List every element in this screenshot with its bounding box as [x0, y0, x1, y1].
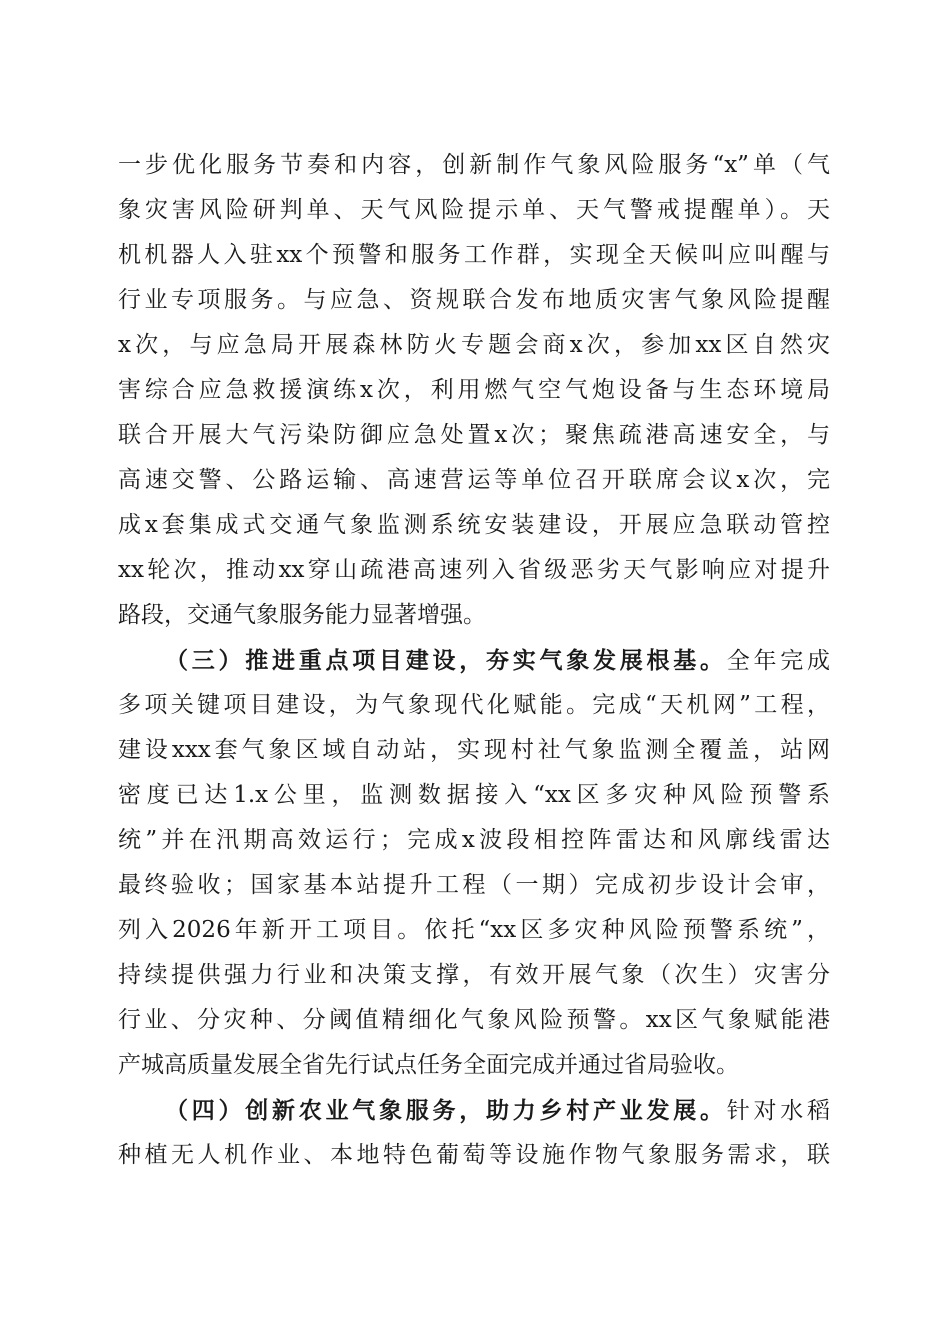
document-page	[118, 143, 830, 1178]
text-line: 害综合应急救援演练x次，利用燃气空气炮设备与生态环境局	[118, 377, 830, 403]
text-line: 持续提供强力行业和决策支撑，有效开展气象（次生）灾害分	[118, 962, 830, 988]
text-line: 联合开展大气污染防御应急处置x次；聚焦疏港高速安全，与	[118, 422, 830, 448]
section-heading: （三）推进重点项目建设，夯实气象发展根基。	[165, 647, 727, 674]
text-line: 建设xxx套气象区域自动站，实现村社气象监测全覆盖，站网	[118, 737, 830, 763]
paragraph-3	[118, 1088, 830, 1178]
paragraph-first-line	[118, 638, 830, 683]
text-line: 行业专项服务。与应急、资规联合发布地质灾害气象风险提醒	[118, 287, 830, 313]
heading-continuation: 针对水稻	[726, 1098, 830, 1124]
text-line: 产城高质量发展全省先行试点任务全面完成并通过省局验收。	[118, 1052, 739, 1078]
text-line: 机机器人入驻xx个预警和服务工作群，实现全天候叫应叫醒与	[118, 242, 830, 268]
text-line: 最终验收；国家基本站提升工程（一期）完成初步设计会审，	[118, 872, 830, 898]
text-line: 密度已达1.x公里，监测数据接入“xx区多灾种风险预警系	[118, 782, 830, 808]
paragraph-2	[118, 638, 830, 1088]
text-line: 多项关键项目建设，为气象现代化赋能。完成“天机网”工程，	[118, 692, 830, 718]
text-line: 列入2026年新开工项目。依托“xx区多灾种风险预警系统”，	[118, 917, 830, 943]
section-heading: （四）创新农业气象服务，助力乡村产业发展。	[165, 1097, 727, 1124]
text-line: 高速交警、公路运输、高速营运等单位召开联席会议x次，完	[118, 467, 830, 493]
text-line: xx轮次，推动xx穿山疏港高速列入省级恶劣天气影响应对提升	[118, 557, 830, 583]
text-line: 一步优化服务节奏和内容，创新制作气象风险服务“x”单（气	[118, 152, 830, 178]
paragraph-1	[118, 143, 830, 638]
text-line: 象灾害风险研判单、天气风险提示单、天气警戒提醒单）。天	[118, 197, 830, 223]
text-line: x次，与应急局开展森林防火专题会商x次，参加xx区自然灾	[118, 332, 830, 358]
text-line: 路段，交通气象服务能力显著增强。	[118, 602, 486, 628]
text-line: 行业、分灾种、分阈值精细化气象风险预警。xx区气象赋能港	[118, 1007, 830, 1033]
heading-continuation: 全年完成	[726, 648, 830, 674]
text-line: 种植无人机作业、本地特色葡萄等设施作物气象服务需求，联	[118, 1142, 830, 1168]
paragraph-first-line	[118, 1088, 830, 1133]
text-line: 统”并在汛期高效运行；完成x波段相控阵雷达和风廓线雷达	[118, 827, 830, 853]
text-line: 成x套集成式交通气象监测系统安装建设，开展应急联动管控	[118, 512, 830, 538]
